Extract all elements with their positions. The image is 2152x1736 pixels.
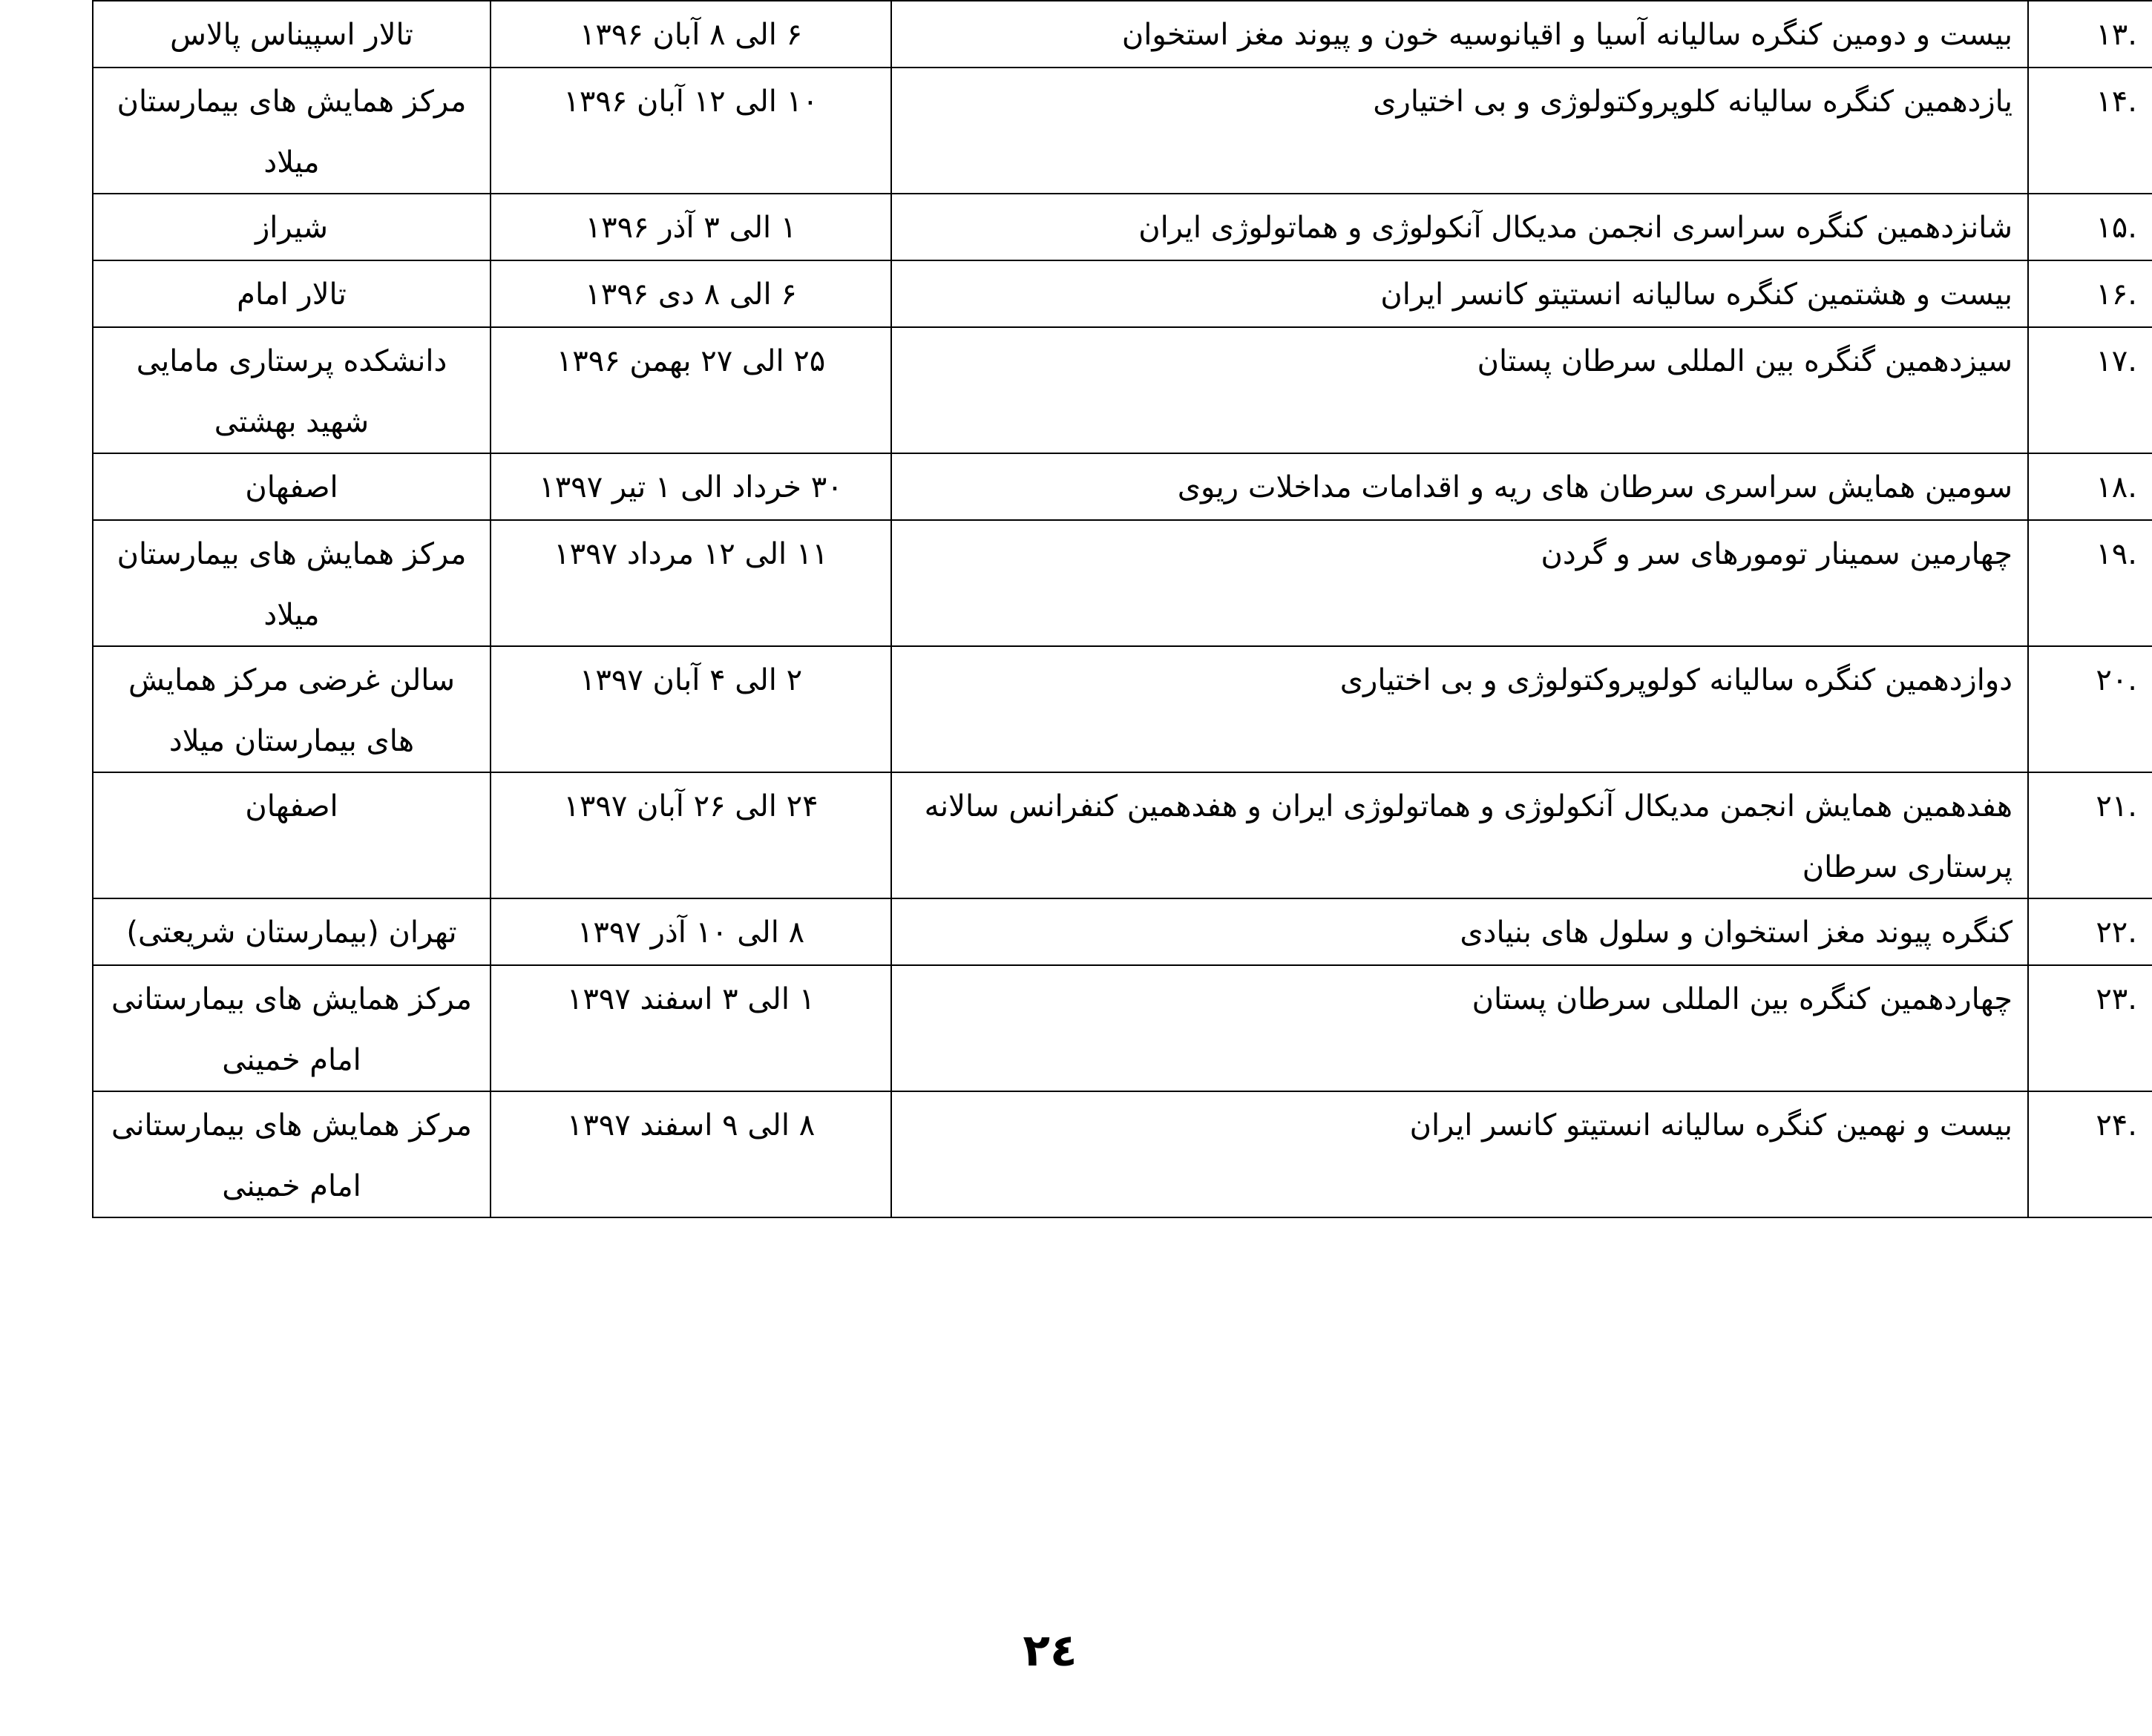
event-title: سومین همایش سراسری سرطان های ریه و اقدامات مداخلات ریوی [891,453,2028,520]
event-date: ۱ الی ۳ آذر ۱۳۹۶ [491,194,891,260]
row-number: .۲۲ [2028,898,2152,965]
table-row [93,898,2152,965]
event-title: دوازدهمین کنگره سالیانه کولوپروکتولوژی و بی اختیاری [891,646,2028,772]
event-date: ۲ الی ۴ آبان ۱۳۹۷ [491,646,891,772]
table-row [93,260,2152,327]
event-place: سالن غرضی مرکز همایش های بیمارستان میلاد [93,646,491,772]
event-title: چهارمین سمینار تومورهای سر و گردن [891,520,2028,646]
table-row [93,646,2152,772]
event-date: ۱۱ الی ۱۲ مرداد ۱۳۹۷ [491,520,891,646]
page-number: ٢٤ [1023,1625,1077,1677]
row-number: .۲۳ [2028,965,2152,1091]
event-date: ۶ الی ۸ دی ۱۳۹۶ [491,260,891,327]
event-date: ۱ الی ۳ اسفند ۱۳۹۷ [491,965,891,1091]
table-row [93,1,2152,68]
table-row [93,520,2152,646]
event-place: دانشکده پرستاری مامایی شهید بهشتی [93,327,491,453]
table-row [93,68,2152,194]
event-date: ۸ الی ۱۰ آذر ۱۳۹۷ [491,898,891,965]
event-title: یازدهمین کنگره سالیانه کلوپروکتولوژی و بی اختیاری [891,68,2028,194]
row-number: .۱۴ [2028,68,2152,194]
event-title: سیزدهمین گنگره بین المللی سرطان پستان [891,327,2028,453]
event-date: ۲۴ الی ۲۶ آبان ۱۳۹۷ [491,772,891,898]
event-place: مرکز همایش های بیمارستانی امام خمینی [93,1091,491,1217]
table-row [93,1091,2152,1217]
row-number: .۱۷ [2028,327,2152,453]
event-date: ۶ الی ۸ آبان ۱۳۹۶ [491,1,891,68]
table-row [93,453,2152,520]
event-title: بیست و دومین کنگره سالیانه آسیا و اقیانوسیه خون و پیوند مغز استخوان [891,1,2028,68]
event-date: ۳۰ خرداد الی ۱ تیر ۱۳۹۷ [491,453,891,520]
event-place: تالار امام [93,260,491,327]
event-title: بیست و هشتمین کنگره سالیانه انستیتو کانسر ایران [891,260,2028,327]
event-date: ۲۵ الی ۲۷ بهمن ۱۳۹۶ [491,327,891,453]
events-table [92,0,2152,1218]
event-title: شانزدهمین کنگره سراسری انجمن مدیکال آنکولوژی و هماتولوژی ایران [891,194,2028,260]
row-number: .۲۱ [2028,772,2152,898]
table-row [93,194,2152,260]
row-number: .۱۸ [2028,453,2152,520]
table-row [93,965,2152,1091]
table-row [93,772,2152,898]
event-place: مرکز همایش های بیمارستانی امام خمینی [93,965,491,1091]
event-date: ۸ الی ۹ اسفند ۱۳۹۷ [491,1091,891,1217]
event-title: بیست و نهمین کنگره سالیانه انستیتو کانسر ایران [891,1091,2028,1217]
event-title: چهاردهمین کنگره بین المللی سرطان پستان [891,965,2028,1091]
event-place: تهران (بیمارستان شریعتی) [93,898,491,965]
event-date: ۱۰ الی ۱۲ آبان ۱۳۹۶ [491,68,891,194]
event-title: کنگره پیوند مغز استخوان و سلول های بنیادی [891,898,2028,965]
event-title: هفدهمین همایش انجمن مدیکال آنکولوژی و هماتولوژی ایران و هفدهمین کنفرانس سالانه پرستاری سرطان [891,772,2028,898]
row-number: .۱۶ [2028,260,2152,327]
event-place: شیراز [93,194,491,260]
event-place: تالار اسپیناس پالاس [93,1,491,68]
row-number: .۲۰ [2028,646,2152,772]
row-number: .۲۴ [2028,1091,2152,1217]
row-number: .۱۹ [2028,520,2152,646]
event-place: اصفهان [93,453,491,520]
event-place: مرکز همایش های بیمارستان میلاد [93,520,491,646]
row-number: .۱۳ [2028,1,2152,68]
table-row [93,327,2152,453]
row-number: .۱۵ [2028,194,2152,260]
event-place: مرکز همایش های بیمارستان میلاد [93,68,491,194]
event-place: اصفهان [93,772,491,898]
